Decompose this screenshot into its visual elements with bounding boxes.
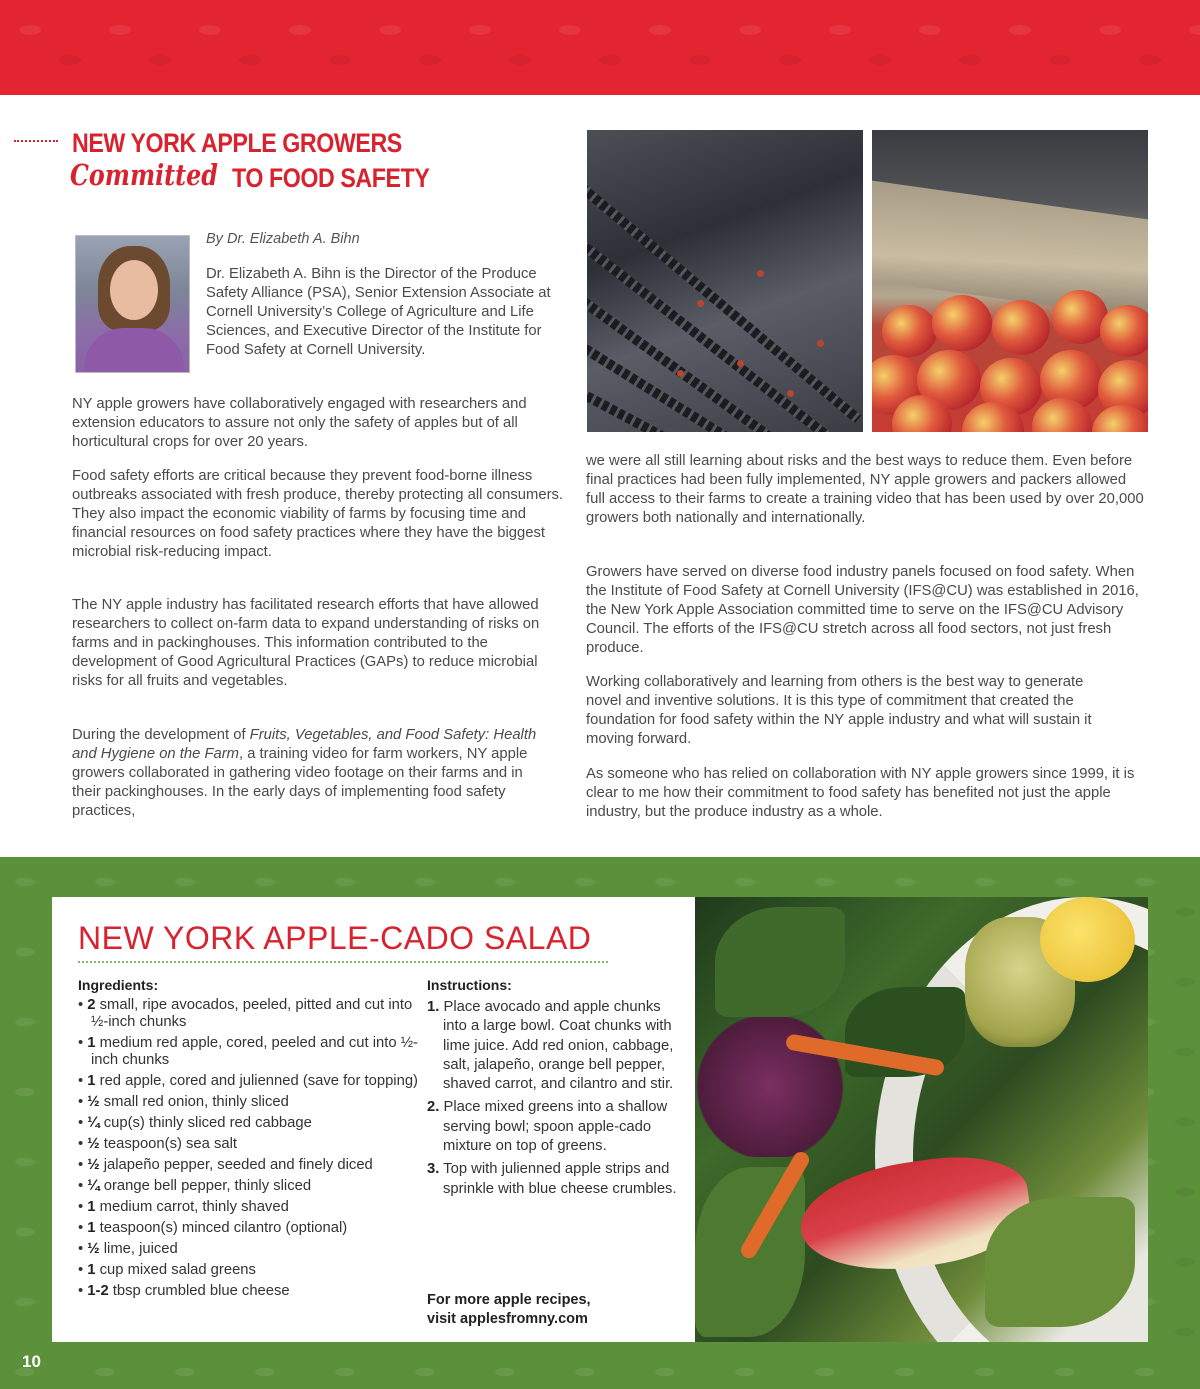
ingredient-item: • ½ jalapeño pepper, seeded and finely diced (78, 1157, 373, 1173)
author-bio: Dr. Elizabeth A. Bihn is the Director of the Produce Safety Alliance (PSA), Senior Extension Associate at Cornell University’s College of Agriculture and Life Sciences, and Executive Director of the Institute for Food Safety at Cornell University. (206, 266, 551, 358)
recipe-dotted-rule (78, 961, 608, 963)
headline-line1: NEW YORK APPLE GROWERS (72, 128, 402, 158)
col2-paragraph-4: As someone who has relied on collaboration with NY apple growers since 1999, it is clear to me how their commitment to food safety has benefited not just the apple industry, but the produce industry as a whole. (586, 766, 1135, 820)
apples-in-water-photo (872, 130, 1148, 432)
more-recipes-link[interactable]: For more apple recipes, visit applesfromny.com (427, 1292, 591, 1327)
headline-line2: TO FOOD SAFETY (232, 163, 430, 193)
paragraph-2: Food safety efforts are critical because they prevent food-borne illness outbreaks associated with fresh produce, thereby protecting all consumers. They also impact the economic viability of farms by focusing time and financial resources on food safety practices where they have the biggest microbial risk-reducing impact. (72, 468, 564, 560)
ingredient-item: • 1 medium red apple, cored, peeled and cut into ½-inch chunks (78, 1035, 418, 1068)
video-title: Fruits, Vegetables, and Food Safety: Health and Hygiene on the Farm (72, 727, 537, 762)
packinghouse-conveyor-photo (587, 130, 863, 432)
col2-paragraph-3: Working collaboratively and learning from others is the best way to generate novel and inventive solutions. It is this type of commitment that created the foundation for food safety within the NY apple industry and what will sustain it moving forward. (586, 674, 1092, 747)
instruction-step: 3. Top with julienned apple strips and sprinkle with blue cheese crumbles. (427, 1161, 677, 1197)
ingredients-label: Ingredients: (78, 977, 159, 993)
instructions-label: Instructions: (427, 977, 512, 993)
col2-paragraph-1: we were all still learning about risks and the best ways to reduce them. Even before final practices had been fully implemented, NY apple growers and packers allowed full access to their farms to create a training video that has been used by over 20,000 growers both nationally and internationally. (586, 453, 1144, 526)
author-photo (75, 235, 190, 373)
ingredient-item: • ¼ orange bell pepper, thinly sliced (78, 1178, 312, 1194)
paragraph-4: During the development of Fruits, Vegetables, and Food Safety: Health and Hygiene on the Farm, a training video for farm workers, NY apple growers collaborated in gathering video footage on their farms and in their packinghouses. In the early days of implementing food safety practices, (72, 727, 537, 819)
page-number: 10 (22, 1352, 41, 1371)
recipe-title: NEW YORK APPLE-CADO SALAD (78, 920, 592, 956)
ingredient-item: • 1 teaspoon(s) minced cilantro (optional) (78, 1220, 348, 1236)
ingredients-list (78, 997, 423, 1304)
ingredient-item: • 1-2 tbsp crumbled blue cheese (78, 1283, 290, 1299)
ingredient-item: • ¼ cup(s) thinly sliced red cabbage (78, 1115, 312, 1131)
ingredient-item: • ½ small red onion, thinly sliced (78, 1094, 289, 1110)
dotted-rule (14, 140, 58, 142)
headline-script-word: Committed (70, 158, 218, 192)
salad-photo (695, 897, 1148, 1342)
ingredient-item: • 1 cup mixed salad greens (78, 1262, 256, 1278)
ingredient-item: • ½ teaspoon(s) sea salt (78, 1136, 237, 1152)
instruction-step: 2. Place mixed greens into a shallow serving bowl; spoon apple-cado mixture on top of greens. (427, 1099, 668, 1155)
ingredient-item: • 1 red apple, cored and julienned (save for topping) (78, 1073, 418, 1089)
col2-paragraph-2: Growers have served on diverse food industry panels focused on food safety. When the Institute of Food Safety at Cornell University (IFS@CU) was established in 2016, the New York Apple Association committed time to serve on the IFS@CU Advisory Council. The efforts of the IFS@CU stretch across all food sectors, not just fresh produce. (586, 564, 1139, 656)
byline: By Dr. Elizabeth A. Bihn (206, 231, 360, 247)
paragraph-1: NY apple growers have collaboratively engaged with researchers and extension educators to assure not only the safety of apples but of all horticultural crops for over 20 years. (72, 396, 527, 450)
instructions-list (427, 998, 677, 1203)
ingredient-item: • ½ lime, juiced (78, 1241, 178, 1257)
ingredient-item: • 1 medium carrot, thinly shaved (78, 1199, 289, 1215)
paragraph-3: The NY apple industry has facilitated research efforts that have allowed researchers to collect on-farm data to expand understanding of risks on farms and in packinghouses. This information contributed to the development of Good Agricultural Practices (GAPs) to reduce microbial risks for all fruits and vegetables. (72, 597, 540, 689)
ingredient-item: • 2 small, ripe avocados, peeled, pitted and cut into ½-inch chunks (78, 997, 413, 1030)
top-decorative-band (0, 0, 1200, 95)
instruction-step: 1. Place avocado and apple chunks into a large bowl. Coat chunks with lime juice. Add red onion, cabbage, salt, jalapeño, orange bell pepper, shaved carrot, and cilantro and stir. (427, 999, 674, 1093)
